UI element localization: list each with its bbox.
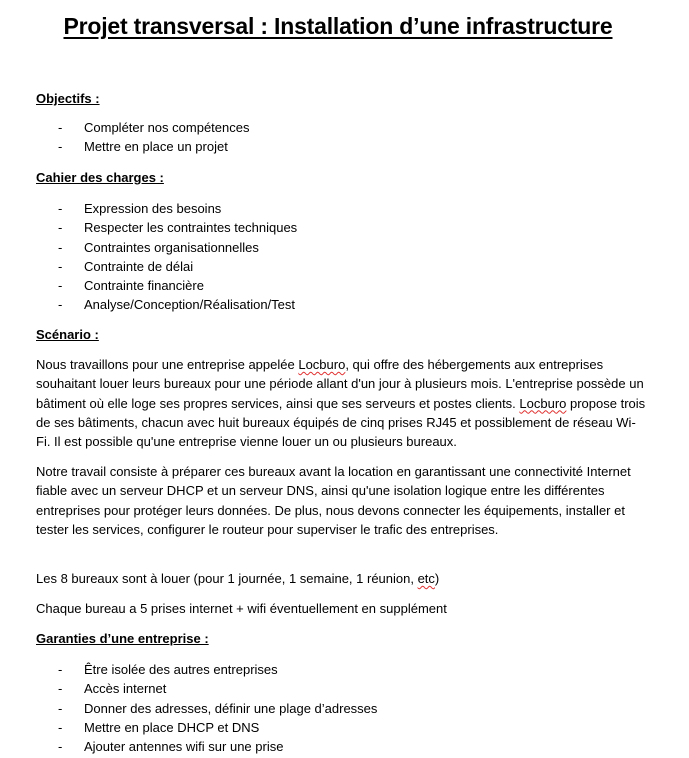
company-name: Locburo xyxy=(519,395,567,411)
list-item xyxy=(58,679,377,698)
objectifs-heading: Objectifs : xyxy=(36,91,100,106)
list-item xyxy=(58,660,377,679)
list-item-text: Respecter les contraintes techniques xyxy=(84,220,298,236)
list-item-text: Donner des adresses, définir une plage d’adresses xyxy=(84,700,378,716)
list-item xyxy=(58,218,297,237)
objectifs-list xyxy=(58,118,249,157)
list-item xyxy=(58,276,297,295)
bullet-dash: - xyxy=(58,220,63,236)
bullet-dash: - xyxy=(58,719,63,735)
list-item xyxy=(58,199,297,218)
cahier-list xyxy=(58,199,297,315)
text-run: ) xyxy=(434,571,440,586)
list-item-text: Contrainte financière xyxy=(84,278,204,294)
text-run: , qui offre des hébergements aux entreprises souhaitant louer leurs bureaux pour une période allant d'un jour à plusieurs mois. L'entreprise possède un bâtiment où elle loge ses propres services, ainsi que ses serveurs et postes clients. xyxy=(36,357,644,411)
garanties-heading: Garanties d’une entreprise : xyxy=(36,631,209,646)
list-item xyxy=(58,295,297,314)
list-item xyxy=(58,699,377,718)
list-item-text: Contrainte de délai xyxy=(84,258,194,274)
bullet-dash: - xyxy=(58,739,63,755)
scenario-heading: Scénario : xyxy=(36,327,99,342)
scenario-paragraph-2: Notre travail consiste à préparer ces bureaux avant la location en garantissant une connectivité Internet fiable avec un serveur DHCP et un serveur DNS, ainsi qu'une isolation logique entre les différentes entreprises pour protéger leurs données. De plus, nous devons connecter les équipements, installer et tester les services, configurer le routeur pour superviser le trafic des entreprises. xyxy=(36,464,631,537)
bullet-dash: - xyxy=(58,278,63,294)
scenario-paragraph-4: Chaque bureau a 5 prises internet + wifi éventuellement en supplément xyxy=(36,601,447,616)
bullet-dash: - xyxy=(58,662,63,677)
list-item xyxy=(58,737,377,756)
text-run: Les 8 bureaux sont à louer (pour 1 journée, 1 semaine, 1 réunion, xyxy=(36,571,418,586)
list-item-text: Analyse/Conception/Réalisation/Test xyxy=(84,297,296,313)
text-run: Nous travaillons pour une entreprise appelée xyxy=(36,357,299,372)
list-item-text: Accès internet xyxy=(84,681,167,697)
text-run: propose trois de ses bâtiments, chacun avec huit bureaux équipés de cinq prises RJ45 et possiblement de réseau Wi-Fi. Il est possible qu'une entreprise vienne louer un ou plusieurs bureaux. xyxy=(36,395,646,450)
list-item-text: Expression des besoins xyxy=(84,201,222,216)
list-item xyxy=(58,718,377,737)
list-item-text: Ajouter antennes wifi sur une prise xyxy=(84,739,284,755)
list-item-text: Contraintes organisationnelles xyxy=(84,239,259,255)
list-item-text: Être isolée des autres entreprises xyxy=(84,662,278,677)
scenario-paragraph-1 xyxy=(36,355,646,451)
bullet-dash: - xyxy=(58,120,63,135)
list-item xyxy=(58,118,249,137)
list-item-text: Mettre en place DHCP et DNS xyxy=(84,719,260,735)
bullet-dash: - xyxy=(58,258,63,274)
list-item xyxy=(58,257,297,276)
list-item-text: Compléter nos compétences xyxy=(84,120,250,135)
list-item xyxy=(58,137,249,156)
bullet-dash: - xyxy=(58,297,63,313)
text-run: etc xyxy=(417,571,435,586)
document-title: Projet transversal : Installation d’une infrastructure xyxy=(63,13,613,39)
list-item-text: Mettre en place un projet xyxy=(84,139,228,155)
company-name: Locburo xyxy=(298,357,346,372)
bullet-dash: - xyxy=(58,139,63,155)
cahier-heading: Cahier des charges : xyxy=(36,170,164,185)
list-item xyxy=(58,238,297,257)
scenario-paragraph-3 xyxy=(36,569,646,588)
bullet-dash: - xyxy=(58,681,63,697)
bullet-dash: - xyxy=(58,239,63,255)
bullet-dash: - xyxy=(58,201,63,216)
bullet-dash: - xyxy=(58,700,63,716)
garanties-list xyxy=(58,660,377,756)
